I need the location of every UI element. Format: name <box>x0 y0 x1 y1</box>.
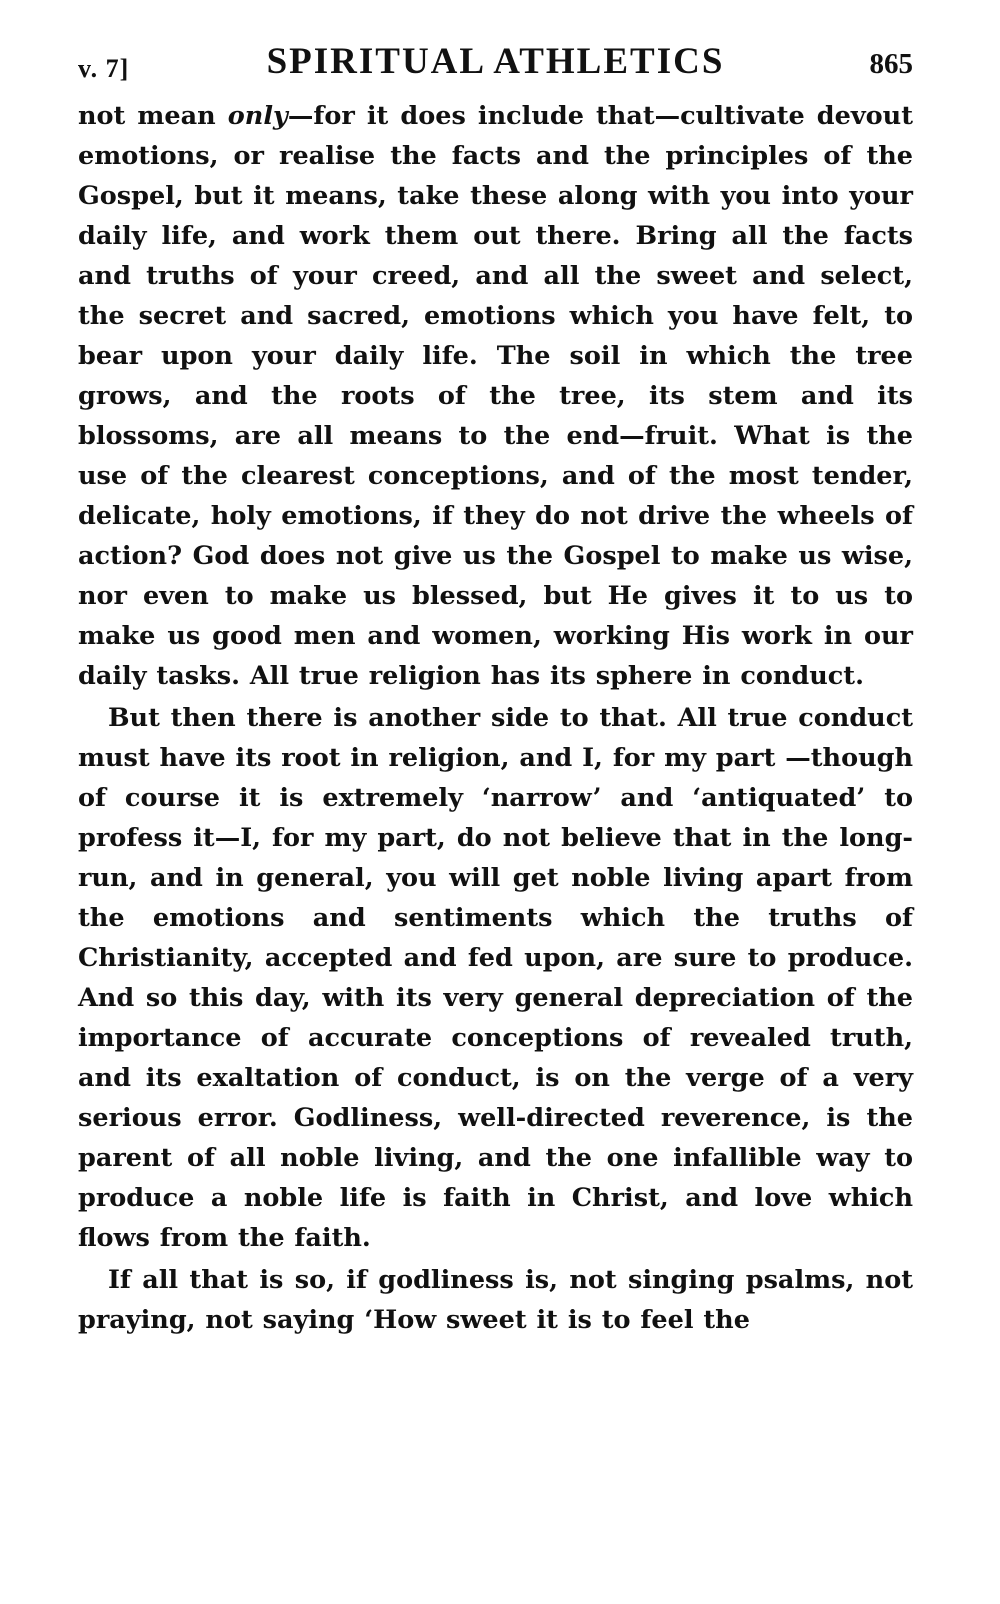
book-page <box>78 38 913 1340</box>
paragraph-final: If all that is so, if godliness is, not singing psalms, not praying, not saying ‘How sweet it is to feel the <box>78 1265 913 1335</box>
running-head <box>78 38 913 96</box>
running-title: SPIRITUAL ATHLETICS <box>266 41 725 82</box>
italic-word: only <box>227 101 288 131</box>
body-text <box>78 96 913 1340</box>
chapter-reference: v. 7] <box>78 54 130 83</box>
paragraph-text-start: not mean <box>78 101 228 131</box>
paragraph-continued <box>78 96 913 696</box>
page-number: 865 <box>869 48 913 80</box>
paragraph: But then there is another side to that. All true conduct must have its root in religion, and I, for my part —though of course it is extremely ‘narrow’ and ‘antiquated’ to profess it—I, for my part, do not believe that in the long-run, and in general, you will get noble living apart from the emotions and sentiments which the truths of Christianity, accepted and fed upon, are sure to produce. And so this day, with its very general depreciation of the importance of accurate conceptions of revealed truth, and its exaltation of conduct, is on the verge of a very serious error. Godliness, well-directed reverence, is the parent of all noble living, and the one infallible way to produce a noble life is faith in Christ, and love which flows from the faith. <box>78 703 913 1253</box>
paragraph-text-rest: —for it does include that—cultivate devout emotions, or realise the facts and the principles of the Gospel, but it means, take these along with you into your daily life, and work them out there. Bring all the facts and truths of your creed, and all the sweet and select, the secret and sacred, emotions which you have felt, to bear upon your daily life. The soil in which the tree grows, and the roots of the tree, its stem and its blossoms, are all means to the end—fruit. What is the use of the clearest conceptions, and of the most tender, delicate, holy emotions, if they do not drive the wheels of action? God does not give us the Gospel to make us wise, nor even to make us blessed, but He gives it to us to make us good men and women, working His work in our daily tasks. All true religion has its sphere in conduct. <box>78 101 913 691</box>
